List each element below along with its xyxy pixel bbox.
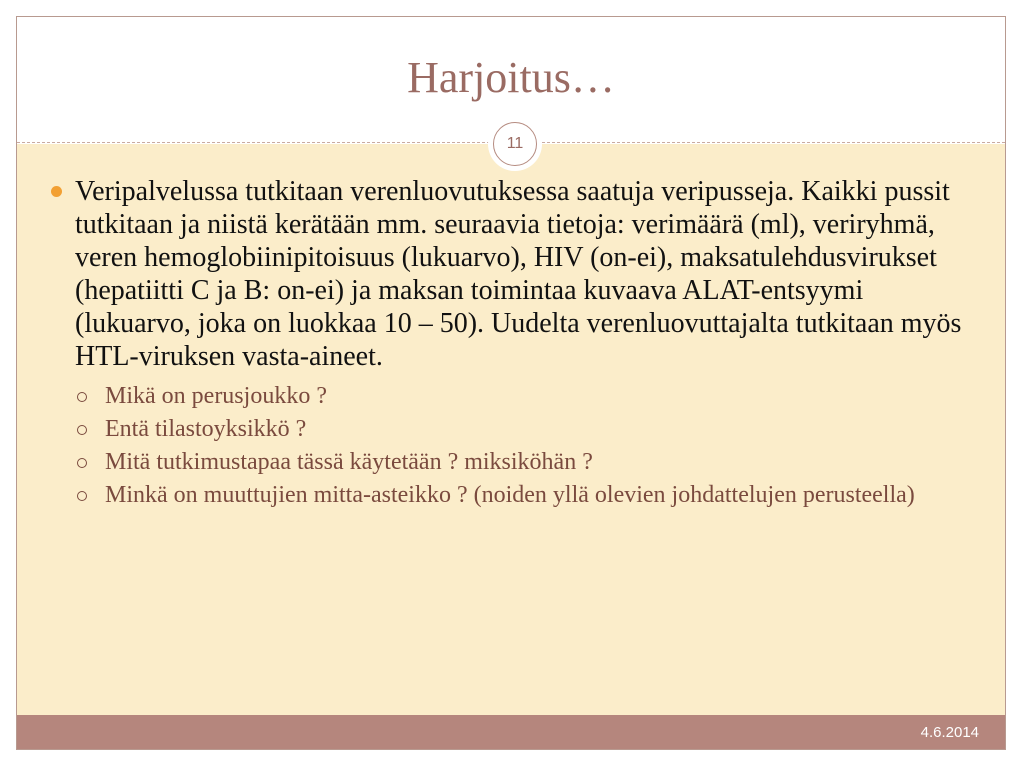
sub-bullet-text: Mikä on perusjoukko ? [105,383,327,409]
slide-title: Harjoitus… [407,53,615,102]
main-bullet [51,175,981,373]
slide [16,16,1006,750]
circle-bullet-icon [77,458,87,468]
sub-bullet [75,449,981,476]
circle-bullet-icon [77,392,87,402]
bullet-dot-icon [51,186,62,197]
slide-content [51,175,981,515]
circle-bullet-icon [77,491,87,501]
sub-bullet-list [75,383,981,509]
footer-date: 4.6.2014 [920,724,979,741]
page-number: 11 [493,122,537,166]
footer-bar [17,715,1005,749]
sub-bullet-text: Entä tilastoyksikkö ? [105,416,307,442]
main-bullet-text: Veripalvelussa tutkitaan verenluovutuksessa saatuja veripusseja. Kaikki pussit tutkitaan ja niistä kerätään mm. seuraavia tietoja: verimäärä (ml), veriryhmä, veren hemoglobiinipitoisuus (lukuarvo), HIV (on-ei), maksatulehdusvirukset (hepatiitti C ja B: on-ei) ja maksan toimintaa kuvaava ALAT-entsyymi (lukuarvo, joka on luokkaa 10 – 50). Uudelta verenluovuttajalta tutkitaan myös HTL-viruksen vasta-aineet. [75,176,962,372]
circle-bullet-icon [77,425,87,435]
page-number-badge [488,117,542,171]
sub-bullet [75,482,981,509]
sub-bullet [75,383,981,410]
sub-bullet-text: Minkä on muuttujien mitta-asteikko ? (noiden yllä olevien johdattelujen perusteella) [105,482,915,508]
sub-bullet-text: Mitä tutkimustapaa tässä käytetään ? miksiköhän ? [105,449,593,475]
sub-bullet [75,416,981,443]
